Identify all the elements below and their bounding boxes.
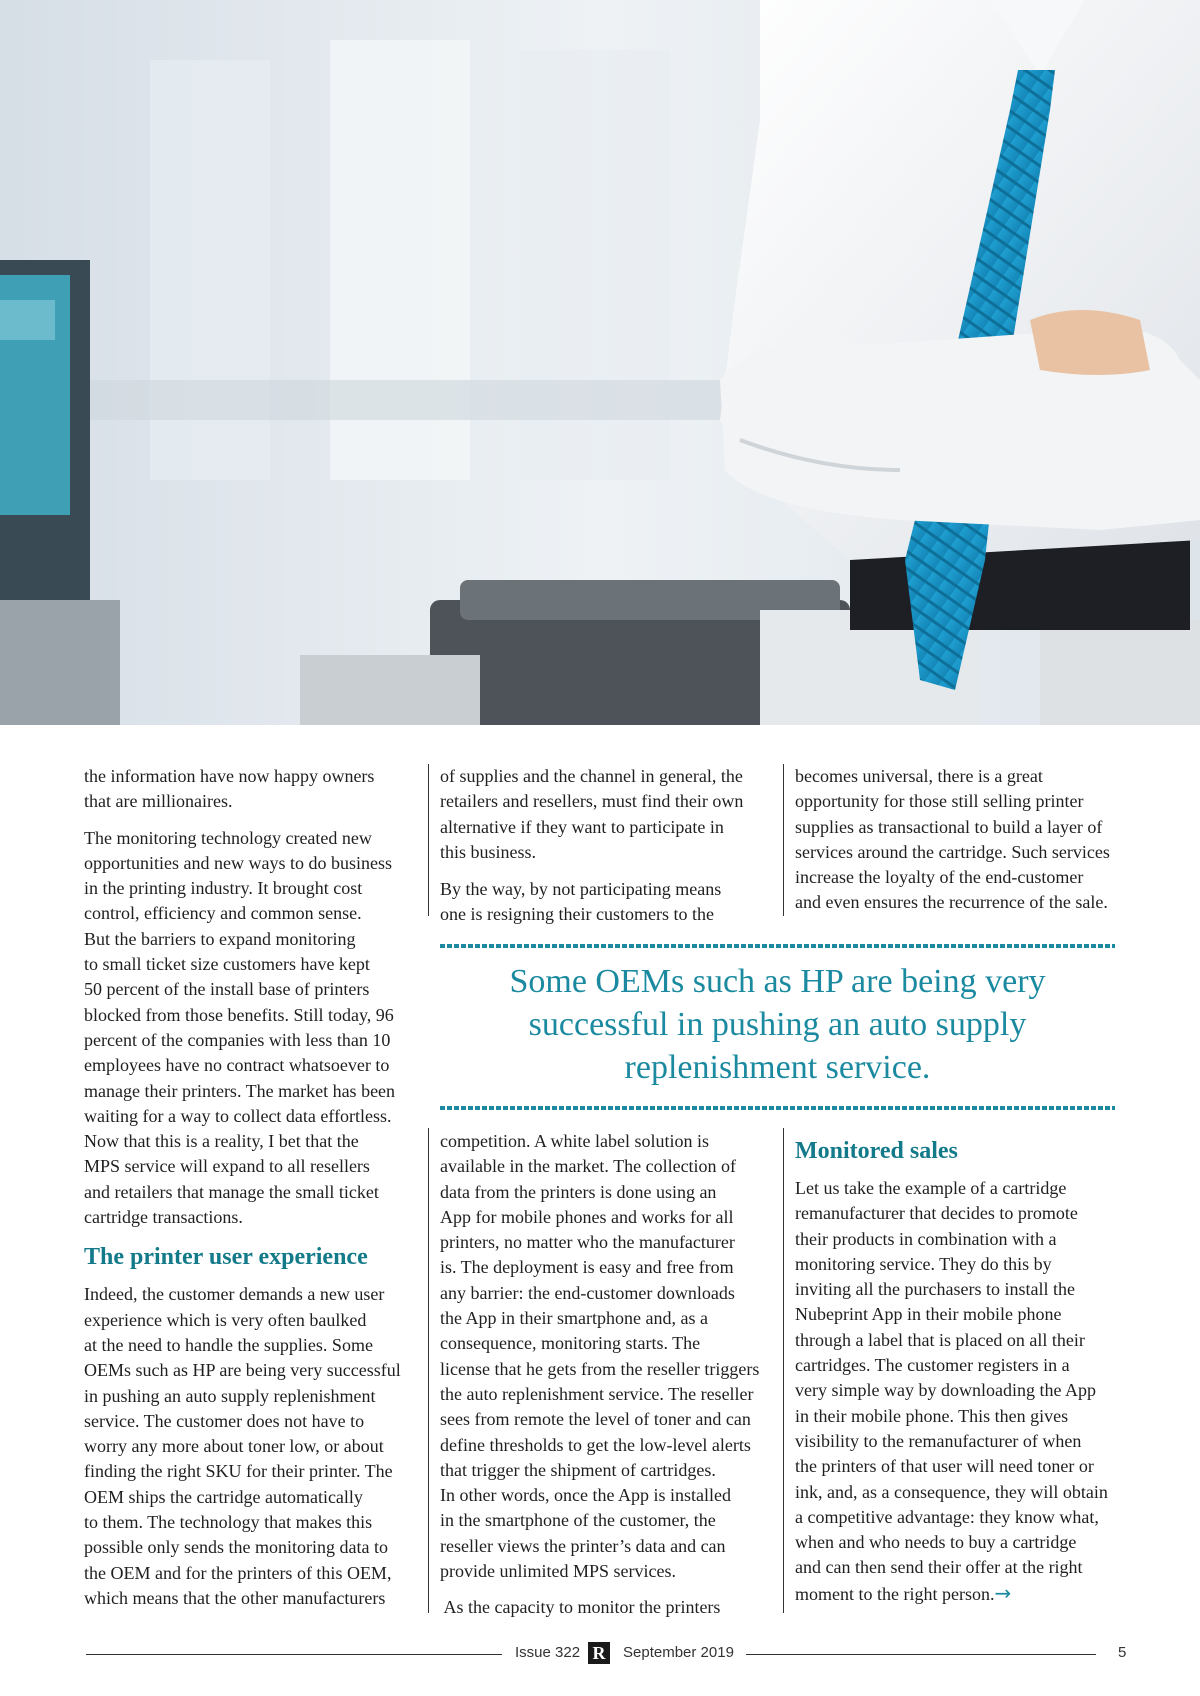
text-line: control, efficiency and common sense. — [84, 903, 362, 924]
column-divider — [783, 764, 784, 916]
section-heading: Monitored sales — [795, 1138, 958, 1164]
quote-line: Some OEMs such as HP are being very — [509, 963, 1046, 1000]
footer-rule-left — [86, 1654, 502, 1655]
text-line: ink, and, as a consequence, they will obtain — [795, 1481, 1108, 1502]
pull-quote — [440, 960, 1115, 1089]
text-line: worry any more about toner low, or about — [84, 1436, 384, 1457]
text-line: printers, no matter who the manufacturer — [440, 1232, 735, 1253]
column-divider — [783, 1128, 784, 1613]
text-line: competition. A white label solution is — [440, 1131, 709, 1151]
text-line: experience which is very often baulked — [84, 1309, 367, 1330]
businessman-photo — [0, 0, 1200, 725]
text-line: Let us take the example of a cartridge — [795, 1178, 1067, 1198]
paragraph — [440, 764, 770, 865]
quote-line: replenishment service. — [624, 1049, 931, 1086]
quote-rule-top — [440, 944, 1115, 948]
text-line: their products in combination with a — [795, 1228, 1057, 1249]
arrow-right-icon: → — [994, 1580, 1012, 1605]
text-line — [795, 1581, 1125, 1607]
text-line-end: moment to the right person. — [795, 1583, 995, 1604]
column-divider — [428, 764, 429, 916]
text-line: MPS service will expand to all resellers — [84, 1156, 370, 1177]
text-line: that are millionaires. — [84, 791, 233, 812]
text-line: opportunity for those still selling printer — [795, 791, 1084, 812]
text-line: inviting all the purchasers to install the — [795, 1279, 1075, 1300]
text-line: provide unlimited MPS services. — [440, 1561, 676, 1582]
text-line: the OEM and for the printers of this OEM, — [84, 1562, 392, 1583]
quote-rule-bottom — [440, 1106, 1115, 1110]
text-line: the printers of that user will need toner or — [795, 1456, 1094, 1477]
text-line: define thresholds to get the low-level alerts — [440, 1434, 751, 1455]
text-line: available in the market. The collection of — [440, 1156, 737, 1177]
column-2-top — [440, 764, 770, 939]
text-line: cartridges. The customer registers in a — [795, 1355, 1070, 1376]
text-line: and even ensures the recurrence of the sale. — [795, 892, 1108, 913]
text-line: is. The deployment is easy and free from — [440, 1257, 734, 1278]
page-number: 5 — [1118, 1644, 1127, 1661]
text-line: of supplies and the channel in general, the — [440, 766, 743, 786]
column-1 — [84, 764, 414, 1622]
text-line: the auto replenishment service. The reseller — [440, 1383, 754, 1404]
text-line: in pushing an auto supply replenishment — [84, 1385, 376, 1406]
paragraph — [440, 877, 770, 928]
text-line: supplies as transactional to build a layer of — [795, 816, 1103, 837]
text-line: As the capacity to monitor the printers — [440, 1597, 721, 1618]
text-line: at the need to handle the supplies. Some — [84, 1334, 373, 1355]
text-line: retailers and resellers, must find their own — [440, 791, 744, 812]
text-line: waiting for a way to collect data effortless. — [84, 1105, 392, 1126]
text-line: any barrier: the end-customer downloads — [440, 1282, 735, 1303]
text-line: which means that the other manufacturers — [84, 1587, 386, 1608]
paragraph — [84, 1282, 414, 1611]
text-line: App for mobile phones and works for all — [440, 1206, 734, 1227]
text-line: license that he gets from the reseller triggers — [440, 1358, 760, 1379]
text-line: very simple way by downloading the App — [795, 1380, 1096, 1401]
text-line: remanufacturer that decides to promote — [795, 1203, 1078, 1224]
text-line: opportunities and new ways to do business — [84, 852, 392, 873]
text-line: becomes universal, there is a great — [795, 766, 1043, 786]
text-line: in their mobile phone. This then gives — [795, 1405, 1069, 1426]
text-line: visibility to the remanufacturer of when — [795, 1430, 1082, 1451]
text-line: when and who needs to buy a cartridge — [795, 1532, 1077, 1553]
text-line: finding the right SKU for their printer. The — [84, 1461, 393, 1482]
section-heading: The printer user experience — [84, 1244, 368, 1271]
paragraph — [795, 764, 1125, 916]
text-line: data from the printers is done using an — [440, 1181, 717, 1202]
column-3-top — [795, 764, 1125, 927]
text-line: service. The customer does not have to — [84, 1410, 365, 1431]
text-line: and can then send their offer at the right — [795, 1557, 1083, 1578]
text-line: OEMs such as HP are being very successful — [84, 1360, 401, 1381]
text-line: reseller views the printer’s data and can — [440, 1535, 726, 1556]
text-line: increase the loyalty of the end-customer — [795, 867, 1084, 888]
paragraph — [84, 764, 414, 815]
text-line: Now that this is a reality, I bet that the — [84, 1131, 359, 1152]
quote-line: successful in pushing an auto supply — [528, 1006, 1027, 1043]
text-line: alternative if they want to participate in — [440, 816, 724, 837]
text-line: to them. The technology that makes this — [84, 1512, 373, 1533]
paragraph — [795, 1176, 1125, 1607]
text-line: that trigger the shipment of cartridges. — [440, 1459, 716, 1480]
paragraph — [84, 826, 414, 1231]
text-line: Indeed, the customer demands a new user — [84, 1284, 385, 1305]
magazine-logo: R — [588, 1642, 610, 1664]
text-line: in the smartphone of the customer, the — [440, 1510, 716, 1531]
text-line: a competitive advantage: they know what, — [795, 1506, 1099, 1527]
text-line: OEM ships the cartridge automatically — [84, 1486, 363, 1507]
text-line: manage their printers. The market has been — [84, 1080, 396, 1101]
text-line: services around the cartridge. Such services — [795, 841, 1110, 862]
column-3-bottom — [795, 1136, 1125, 1618]
text-line: and retailers that manage the small ticket — [84, 1181, 379, 1202]
text-line: one is resigning their customers to the — [440, 904, 714, 925]
hero-photo — [0, 0, 1200, 725]
text-line: In other words, once the App is installed — [440, 1485, 731, 1506]
text-line: But the barriers to expand monitoring — [84, 928, 356, 949]
text-line: By the way, by not participating means — [440, 879, 722, 900]
text-line: the information have now happy owners — [84, 766, 375, 786]
text-line: blocked from those benefits. Still today, 96 — [84, 1004, 394, 1025]
column-2-bottom — [440, 1129, 770, 1632]
issue-date: September 2019 — [623, 1644, 734, 1661]
issue-number: Issue 322 — [515, 1644, 581, 1661]
text-line: sees from remote the level of toner and can — [440, 1409, 751, 1430]
text-line: percent of the companies with less than 10 — [84, 1029, 391, 1050]
paragraph — [440, 1595, 770, 1620]
text-line: in the printing industry. It brought cost — [84, 878, 363, 899]
text-line: to small ticket size customers have kept — [84, 954, 370, 975]
text-line: cartridge transactions. — [84, 1207, 243, 1228]
column-divider — [428, 1128, 429, 1613]
paragraph — [440, 1129, 770, 1584]
footer-rule-right — [746, 1654, 1096, 1655]
text-line: 50 percent of the install base of printers — [84, 979, 370, 1000]
text-line: employees have no contract whatsoever to — [84, 1055, 390, 1076]
text-line: through a label that is placed on all their — [795, 1329, 1085, 1350]
text-line: monitoring service. They do this by — [795, 1253, 1052, 1274]
text-line: this business. — [440, 841, 537, 862]
text-line: The monitoring technology created new — [84, 827, 372, 848]
text-line: consequence, monitoring starts. The — [440, 1333, 701, 1354]
text-line: Nubeprint App in their mobile phone — [795, 1304, 1062, 1325]
text-line: possible only sends the monitoring data to — [84, 1537, 388, 1558]
text-line: the App in their smartphone and, as a — [440, 1308, 708, 1329]
page-footer — [0, 1642, 1200, 1666]
